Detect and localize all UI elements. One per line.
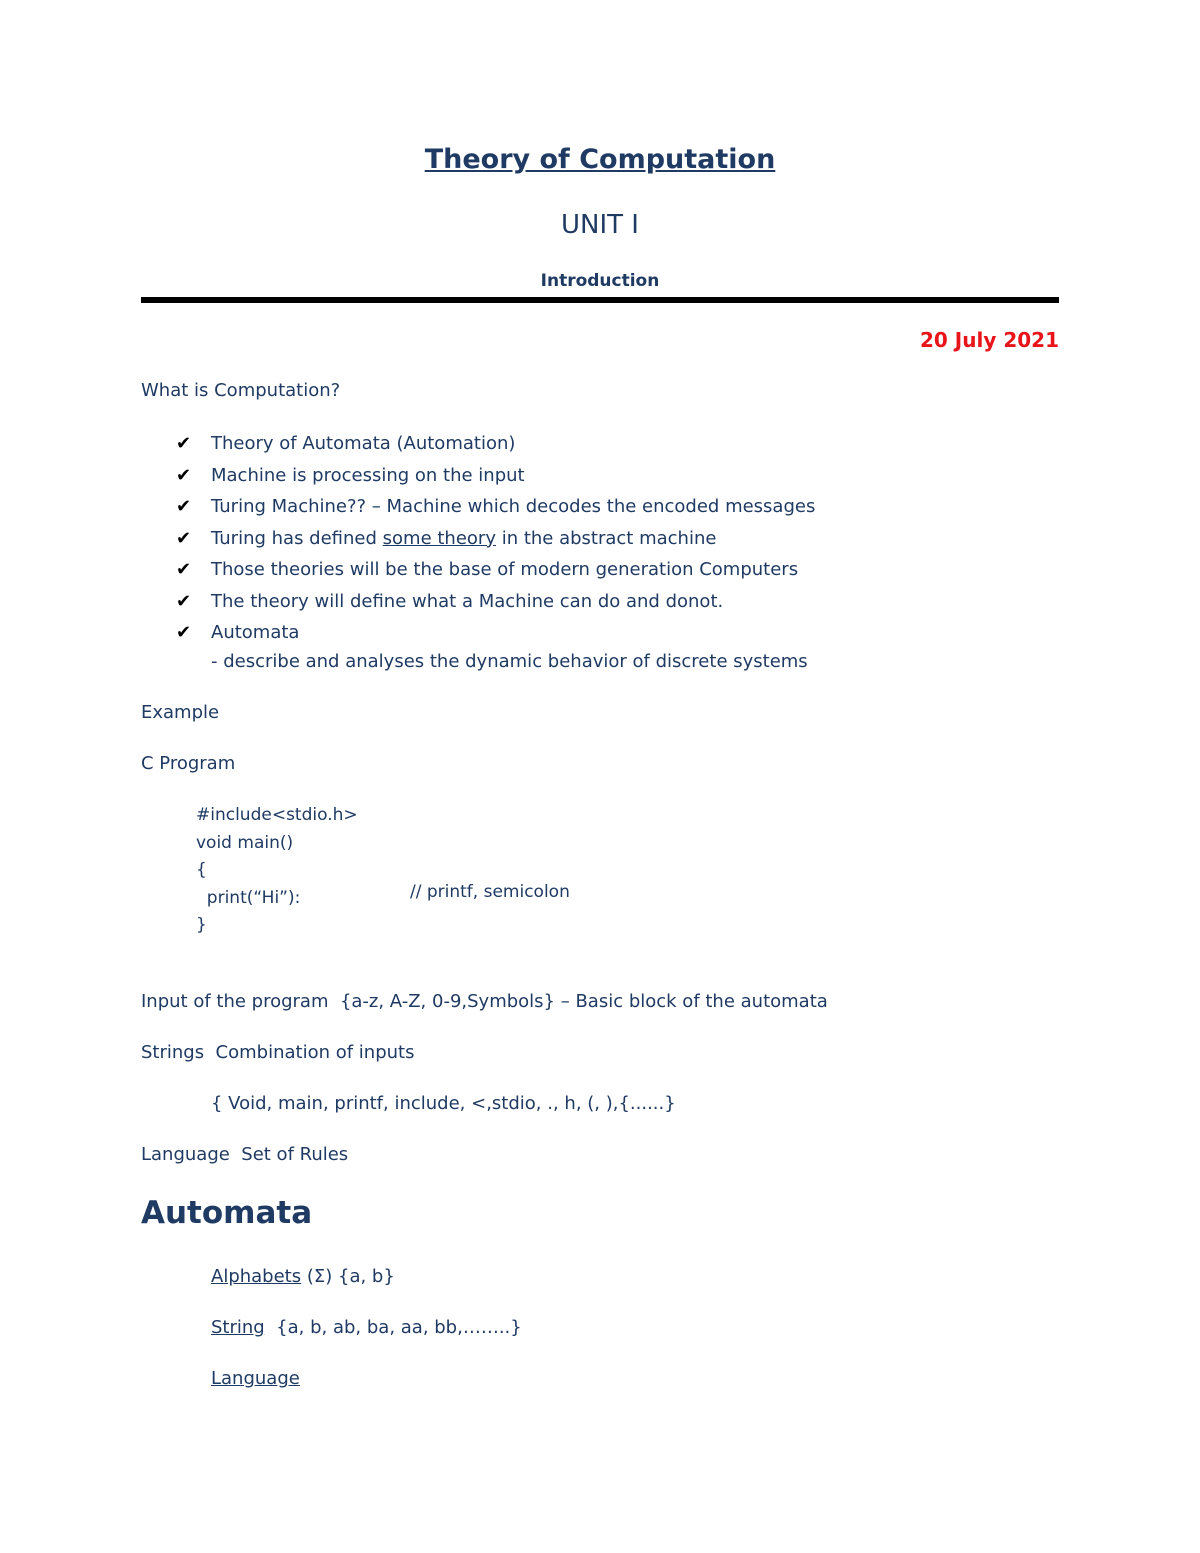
section-heading: Automata bbox=[141, 1195, 313, 1231]
unit-heading: UNIT I bbox=[561, 210, 639, 240]
code-line: print(“Hi”): bbox=[196, 887, 301, 908]
code-line: } bbox=[196, 915, 207, 935]
list-item: ✔ Turing has defined some theory in the abstract machine bbox=[176, 523, 815, 555]
checkmark-icon: ✔ bbox=[176, 464, 192, 486]
code-line: #include<stdio.h> bbox=[196, 805, 358, 825]
checklist bbox=[176, 428, 815, 649]
list-item: ✔ Theory of Automata (Automation) bbox=[176, 428, 815, 460]
example-label: Example bbox=[141, 702, 220, 723]
checkmark-icon: ✔ bbox=[176, 622, 192, 643]
c-program-label: C Program bbox=[141, 753, 236, 774]
underlined-phrase: some theory bbox=[382, 527, 496, 549]
code-line: { bbox=[196, 860, 207, 880]
list-item: ✔ Machine is processing on the input bbox=[176, 460, 815, 492]
question-heading: What is Computation? bbox=[141, 380, 341, 401]
strings-set: { Void, main, printf, include, <,stdio, ., h, (, ),{......} bbox=[211, 1093, 676, 1114]
definition-term: Language bbox=[211, 1368, 300, 1389]
code-line: void main() bbox=[196, 832, 294, 853]
automata-description: - describe and analyses the dynamic behavior of discrete systems bbox=[211, 651, 808, 672]
document-title: Theory of Computation bbox=[424, 144, 776, 175]
definition-language bbox=[211, 1368, 306, 1389]
list-item: ✔ Automata bbox=[176, 617, 815, 649]
code-block bbox=[196, 802, 358, 940]
list-item: ✔ Turing Machine?? – Machine which decodes the encoded messages bbox=[176, 491, 815, 523]
checkmark-icon: ✔ bbox=[176, 527, 192, 549]
definition-term: String bbox=[211, 1317, 265, 1338]
horizontal-divider bbox=[141, 297, 1059, 303]
code-comment: // printf, semicolon bbox=[410, 882, 570, 902]
definition-term: Alphabets bbox=[211, 1266, 302, 1287]
input-description: Input of the program {a-z, A-Z, 0-9,Symbols} – Basic block of the automata bbox=[141, 991, 828, 1012]
checkmark-icon: ✔ bbox=[176, 559, 192, 580]
checkmark-icon: ✔ bbox=[176, 433, 192, 454]
definition-alphabets: Alphabets (Σ) {a, b} bbox=[211, 1266, 395, 1287]
strings-description: Strings Combination of inputs bbox=[141, 1042, 415, 1063]
date-label: 20 July 2021 bbox=[920, 328, 1059, 352]
section-subtitle: Introduction bbox=[540, 271, 660, 291]
language-description: Language Set of Rules bbox=[141, 1144, 349, 1165]
list-item: ✔ Those theories will be the base of modern generation Computers bbox=[176, 554, 815, 586]
checkmark-icon: ✔ bbox=[176, 590, 192, 612]
checkmark-icon: ✔ bbox=[176, 496, 192, 517]
definition-string: String {a, b, ab, ba, aa, bb,……..} bbox=[211, 1317, 522, 1338]
list-item: ✔ The theory will define what a Machine can do and donot. bbox=[176, 586, 815, 618]
